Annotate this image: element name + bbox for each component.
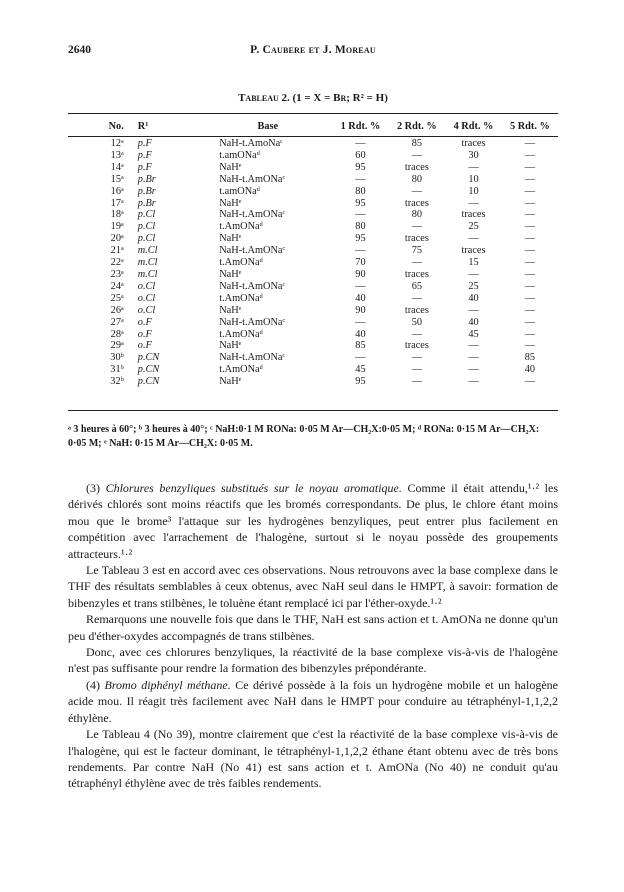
cell-r1: p.Br	[137, 197, 156, 209]
cell-yield-1: 60	[355, 149, 366, 161]
cell-yield-2: 80	[411, 173, 422, 185]
cell-yield-1: 95	[355, 233, 366, 245]
cell-yield-5: —	[524, 328, 536, 340]
cell-no: 29ᵃ	[110, 340, 124, 352]
paragraph-bromo-diphenyl	[68, 677, 558, 726]
cell-r1: o.F	[137, 316, 152, 328]
table-bottom-rule	[68, 410, 558, 411]
cell-yield-5: —	[524, 316, 536, 328]
cell-base: NaH-t.AmONaᶜ	[219, 209, 286, 221]
cell-base: t.amONaᵈ	[219, 185, 260, 197]
cell-base: NaH-t.AmoNaᶜ	[219, 138, 283, 149]
cell-no: 21ᵃ	[110, 245, 124, 257]
cell-yield-4: —	[468, 304, 479, 316]
cell-base: NaHᵉ	[219, 376, 242, 388]
cell-yield-5: —	[524, 197, 536, 209]
cell-yield-4: —	[468, 197, 479, 209]
cell-yield-1: —	[355, 352, 366, 364]
cell-base: NaHᵉ	[219, 304, 242, 316]
cell-yield-4: 25	[468, 280, 479, 292]
cell-r1: m.Cl	[137, 257, 158, 269]
paragraph-text: Comme il était attendu,¹·² les dérivés chlorés sont moins réactifs que les bromés correspondants. De plus, le chlore étant moins mou que le brome³ l'attaque sur les hydrogènes benzyliques, peut entrer plus facilement en compétition avec l'arrachement de l'halogène, surtout si le noyau possède des groupements attracteurs.¹·²	[68, 481, 558, 561]
column-header-yield-4: 4 Rdt. %	[453, 121, 494, 133]
table-row	[68, 329, 558, 341]
cell-yield-1: 80	[355, 221, 366, 233]
cell-r1: o.F	[137, 340, 152, 352]
cell-yield-4: 15	[468, 257, 479, 269]
cell-yield-4: 40	[468, 316, 479, 328]
cell-no: 30ᵇ	[110, 352, 124, 364]
cell-no: 28ᵃ	[110, 328, 124, 340]
cell-r1: p.Br	[137, 185, 156, 197]
cell-yield-5: —	[524, 245, 536, 257]
cell-yield-2: 85	[411, 138, 422, 149]
cell-no: 26ᵃ	[110, 304, 124, 316]
cell-no: 15ᵃ	[110, 173, 124, 185]
cell-r1: p.Cl	[137, 209, 156, 221]
cell-yield-5: 85	[524, 352, 536, 364]
column-header-r1: R¹	[137, 121, 149, 133]
table-row	[68, 269, 558, 281]
cell-base: NaH-t.AmONaᶜ	[219, 316, 286, 328]
table-row	[68, 245, 558, 257]
cell-yield-5: —	[524, 221, 536, 233]
cell-base: NaHᵉ	[219, 233, 242, 245]
cell-yield-2: traces	[404, 304, 429, 316]
table-body	[68, 138, 558, 388]
cell-yield-2: 75	[411, 245, 422, 257]
cell-base: t.AmONaᵈ	[219, 328, 263, 340]
cell-r1: p.F	[137, 161, 152, 173]
paragraph-conclusion: Donc, avec ces chlorures benzyliques, la réactivité de la base complexe vis-à-vis de l'halogène n'est pas suffisante pour rendre la formation des bibenzyles prépondérante.	[68, 645, 558, 676]
table-row	[68, 150, 558, 162]
cell-yield-4: 40	[468, 292, 479, 304]
page-number: 2640	[68, 44, 91, 56]
paragraph-table4: Le Tableau 4 (No 39), montre clairement que c'est la réactivité de la base complexe vis-à-vis de l'halogène, qui est le facteur dominant, le tétraphényl-1,1,2,2 éthane étant obtenu avec de très bons rendements. Par contre NaH (No 41) est sans action et t. AmONa (No 40) ne conduit qu'au tétraphényl éthylène avec de très faibles rendements.	[68, 727, 558, 791]
table-header-row	[68, 116, 558, 138]
cell-yield-1: 90	[355, 268, 366, 280]
cell-no: 12ᵃ	[110, 138, 124, 149]
table-row	[68, 257, 558, 269]
cell-r1: p.Br	[137, 173, 156, 185]
cell-yield-5: —	[524, 257, 536, 269]
cell-yield-1: 45	[355, 364, 366, 376]
cell-no: 20ᵃ	[110, 233, 124, 245]
cell-yield-5: —	[524, 268, 536, 280]
table-row	[68, 305, 558, 317]
column-header-yield-1: 1 Rdt. %	[340, 121, 381, 133]
cell-yield-2: —	[411, 376, 422, 388]
cell-yield-4: traces	[461, 209, 486, 221]
cell-yield-5: —	[524, 185, 536, 197]
table-top-rule	[68, 113, 558, 114]
cell-yield-4: 25	[468, 221, 479, 233]
cell-yield-2: —	[411, 221, 422, 233]
cell-yield-5: —	[524, 376, 536, 388]
cell-yield-1: —	[355, 245, 366, 257]
cell-no: 32ᵇ	[110, 376, 124, 388]
cell-yield-2: 80	[411, 209, 422, 221]
cell-yield-2: 65	[411, 280, 422, 292]
cell-base: NaHᵉ	[219, 340, 242, 352]
paragraph-table3: Le Tableau 3 est en accord avec ces observations. Nous retrouvons avec la base complexe dans le THF des résultats semblables à ceux obtenus, avec NaH seul dans le HMPT, à savoir: formation de bibenzyles et trans stilbènes, le toluène étant remplacé ici par l'éther-oxyde.¹·²	[68, 563, 558, 610]
cell-r1: p.F	[137, 149, 152, 161]
cell-base: t.amONaᵈ	[219, 149, 260, 161]
cell-yield-4: —	[468, 233, 479, 245]
table-row	[68, 317, 558, 329]
cell-r1: o.Cl	[137, 304, 156, 316]
cell-base: NaHᵉ	[219, 161, 242, 173]
column-header-yield-5: 5 Rdt. %	[510, 121, 550, 133]
cell-yield-2: —	[411, 185, 422, 197]
cell-no: 13ᵃ	[110, 149, 124, 161]
section-number: (4)	[86, 677, 105, 692]
cell-yield-4: —	[468, 268, 479, 280]
cell-base: t.AmONaᵈ	[219, 221, 263, 233]
section-title: Chlorures benzyliques substitués sur le noyau aromatique.	[105, 481, 402, 495]
cell-yield-4: 10	[468, 173, 479, 185]
cell-yield-2: —	[411, 328, 422, 340]
cell-no: 25ᵃ	[110, 292, 124, 304]
cell-base: NaHᵉ	[219, 268, 242, 280]
cell-no: 27ᵃ	[110, 316, 124, 328]
table-row	[68, 162, 558, 174]
cell-yield-2: traces	[404, 161, 429, 173]
cell-base: NaH-t.AmONaᶜ	[219, 173, 286, 185]
cell-yield-5: —	[524, 280, 536, 292]
cell-yield-2: —	[411, 364, 422, 376]
cell-yield-5: —	[524, 340, 536, 352]
section-number: (3)	[86, 481, 106, 495]
cell-no: 19ᵃ	[110, 221, 124, 233]
table-caption: Tableau 2. (1 = X = Br; R² = H)	[238, 92, 388, 104]
cell-no: 14ᵃ	[110, 161, 124, 173]
table-row	[68, 364, 558, 376]
table-row	[68, 174, 558, 186]
table-row	[68, 233, 558, 245]
cell-yield-1: 40	[355, 328, 366, 340]
cell-yield-1: 95	[355, 161, 366, 173]
cell-no: 23ᵃ	[110, 268, 124, 280]
results-table	[68, 116, 558, 388]
cell-r1: o.Cl	[137, 280, 156, 292]
cell-r1: o.F	[137, 328, 152, 340]
cell-yield-2: —	[411, 149, 422, 161]
cell-yield-2: —	[411, 257, 422, 269]
cell-r1: p.F	[137, 138, 152, 149]
cell-r1: p.Cl	[137, 233, 156, 245]
cell-yield-5: —	[524, 209, 536, 221]
table-row	[68, 198, 558, 210]
cell-yield-1: 95	[355, 376, 366, 388]
cell-no: 18ᵃ	[110, 209, 124, 221]
cell-yield-1: —	[355, 138, 366, 149]
cell-r1: m.Cl	[137, 245, 158, 257]
cell-base: t.AmONaᵈ	[219, 292, 263, 304]
cell-no: 31ᵇ	[110, 364, 124, 376]
cell-yield-4: 30	[468, 149, 479, 161]
cell-yield-4: —	[468, 340, 479, 352]
body-text	[68, 480, 558, 792]
cell-yield-1: —	[355, 280, 366, 292]
cell-yield-1: 90	[355, 304, 366, 316]
paragraph-text: Ce dérivé possède à la fois un hydrogène mobile et un halogène acide mou. Il réagit très facilement avec NaH dans le HMPT pour conduire au tétraphényl-1,1,2,2 éthylène.	[68, 677, 558, 725]
cell-base: t.AmONaᵈ	[219, 257, 263, 269]
paragraph-thf-remark: Remarquons une nouvelle fois que dans le THF, NaH est sans action et t. AmONa ne donne qu'un peu d'éther-oxydes accompagnés de trans stilbènes.	[68, 612, 558, 643]
cell-base: NaH-t.AmONaᶜ	[219, 245, 286, 257]
cell-yield-5: —	[524, 292, 536, 304]
cell-yield-4: —	[468, 161, 479, 173]
cell-yield-1: —	[355, 316, 366, 328]
column-header-base: Base	[257, 121, 279, 133]
cell-no: 17ᵃ	[110, 197, 124, 209]
cell-yield-4: —	[468, 364, 479, 376]
table-row	[68, 221, 558, 233]
cell-r1: p.CN	[137, 376, 160, 388]
cell-r1: p.CN	[137, 364, 160, 376]
table-row	[68, 352, 558, 364]
cell-yield-1: 80	[355, 185, 366, 197]
column-header-no: No.	[108, 121, 124, 133]
cell-yield-4: —	[468, 352, 479, 364]
cell-yield-4: —	[468, 376, 479, 388]
cell-yield-4: 10	[468, 185, 479, 197]
cell-yield-1: 85	[355, 340, 366, 352]
cell-yield-5: 40	[524, 364, 536, 376]
paragraph-chlorides	[68, 480, 558, 562]
cell-base: NaH-t.AmONaᶜ	[219, 352, 286, 364]
cell-yield-1: —	[355, 209, 366, 221]
cell-base: NaHᵉ	[219, 197, 242, 209]
cell-yield-2: traces	[404, 268, 429, 280]
cell-yield-1: —	[355, 173, 366, 185]
running-head-authors: P. Caubere et J. Moreau	[250, 44, 376, 56]
cell-base: NaH-t.AmONaᶜ	[219, 280, 286, 292]
table-row	[68, 138, 558, 150]
cell-no: 16ᵃ	[110, 185, 124, 197]
cell-yield-2: —	[411, 292, 422, 304]
column-header-yield-2: 2 Rdt. %	[396, 121, 437, 133]
cell-no: 24ᵃ	[110, 280, 124, 292]
cell-r1: p.Cl	[137, 221, 156, 233]
table-row	[68, 340, 558, 352]
cell-yield-1: 70	[355, 257, 366, 269]
cell-r1: o.Cl	[137, 292, 156, 304]
cell-yield-4: 45	[468, 328, 479, 340]
cell-yield-2: traces	[404, 197, 429, 209]
cell-yield-5: —	[524, 149, 536, 161]
cell-yield-5: —	[524, 173, 536, 185]
cell-base: t.AmONaᵈ	[219, 364, 263, 376]
cell-yield-2: traces	[404, 233, 429, 245]
cell-yield-1: 95	[355, 197, 366, 209]
cell-r1: m.Cl	[137, 268, 158, 280]
cell-r1: p.CN	[137, 352, 160, 364]
cell-yield-5: —	[524, 233, 536, 245]
cell-yield-5: —	[524, 161, 536, 173]
cell-yield-4: traces	[461, 245, 486, 257]
table-footnote: ᵃ 3 heures à 60°; ᵇ 3 heures à 40°; ᶜ NaH:0·1 M RONa: 0·05 M Ar—CH₂X:0·05 M; ᵈ RONa: 0·15 M Ar—CH₂X: 0·05 M; ᵉ NaH: 0·15 M Ar—CH₂X: 0·05 M.	[68, 424, 540, 449]
cell-yield-1: 40	[355, 292, 366, 304]
table-row	[68, 209, 558, 221]
cell-yield-2: traces	[404, 340, 429, 352]
running-head	[68, 44, 558, 60]
cell-yield-5: —	[524, 138, 536, 149]
section-title: Bromo diphényl méthane.	[104, 677, 231, 692]
cell-yield-2: —	[411, 352, 422, 364]
table-row	[68, 186, 558, 198]
cell-yield-2: 50	[411, 316, 422, 328]
cell-yield-4: traces	[461, 138, 486, 149]
cell-no: 22ᵃ	[110, 257, 124, 269]
table-row	[68, 293, 558, 305]
cell-yield-5: —	[524, 304, 536, 316]
table-row	[68, 281, 558, 293]
table-row	[68, 376, 558, 388]
